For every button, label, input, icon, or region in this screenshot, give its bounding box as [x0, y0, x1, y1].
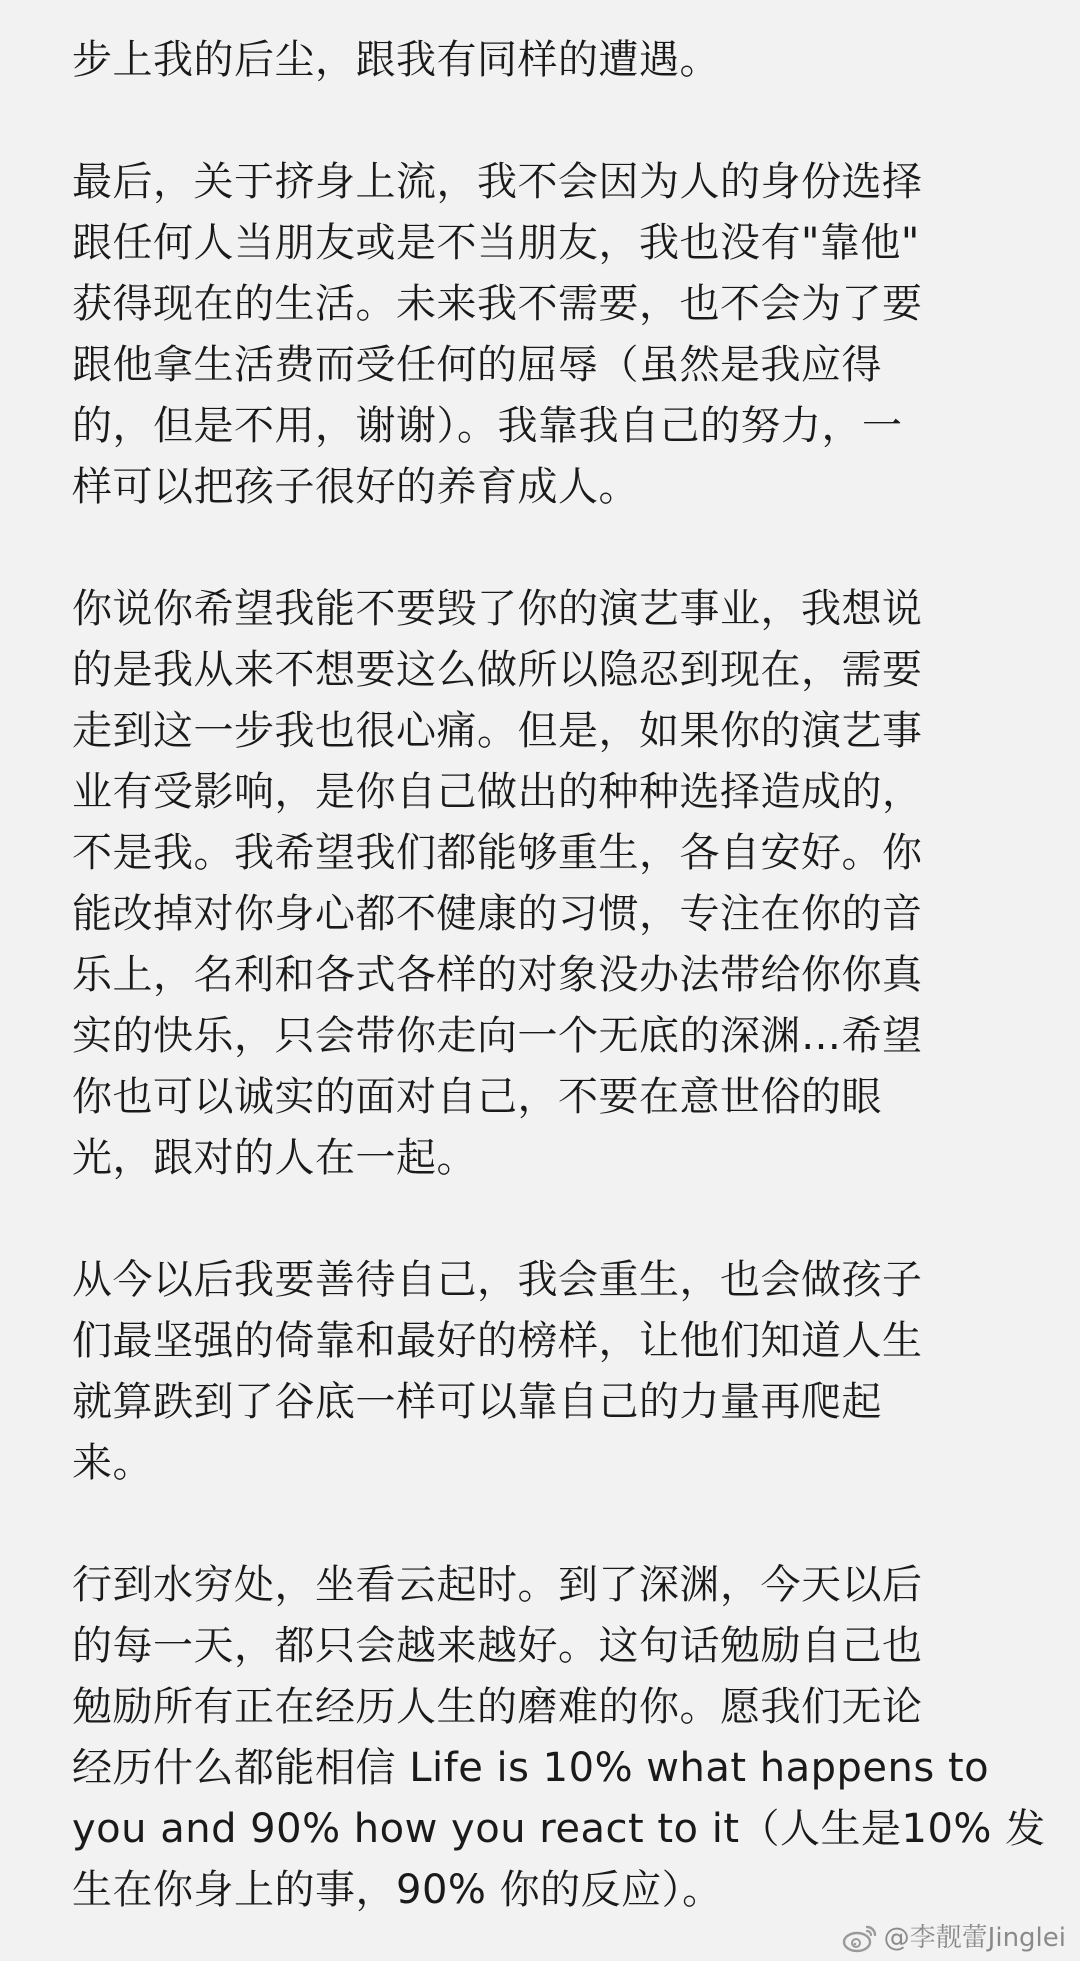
paragraph — [72, 1555, 1046, 1921]
paragraph — [72, 152, 1012, 518]
text-line: 乐上，名利和各式各样的对象没办法带给你你真 — [72, 952, 923, 998]
text-line: 你也可以诚实的面对自己，不要在意世俗的眼 — [72, 1074, 882, 1120]
text-line: 不是我。我希望我们都能够重生，各自安好。你 — [72, 830, 923, 876]
text-line: 样可以把孩子很好的养育成人。 — [72, 464, 639, 510]
text-line: 步上我的后尘，跟我有同样的遭遇。 — [72, 37, 720, 83]
paragraph — [72, 579, 1012, 1189]
text-line: 的每一天，都只会越来越好。这句话勉励自己也 — [72, 1623, 923, 1669]
watermark-text: @李靓蕾Jinglei — [883, 1923, 1066, 1953]
text-line: 的，但是不用，谢谢）。我靠我自己的努力，一 — [72, 403, 903, 449]
text-line: 获得现在的生活。未来我不需要，也不会为了要 — [72, 281, 923, 327]
text-line: 从今以后我要善待自己，我会重生，也会做孩子 — [72, 1257, 923, 1303]
text-line: 们最坚强的倚靠和最好的榜样，让他们知道人生 — [72, 1318, 923, 1364]
text-line: 光，跟对的人在一起。 — [72, 1135, 477, 1181]
text-line: 你说你希望我能不要毁了你的演艺事业，我想说 — [72, 586, 923, 632]
text-line: 生在你身上的事，90% 你的反应）。 — [72, 1867, 723, 1913]
weibo-watermark — [842, 1921, 1066, 1955]
paragraph-gap — [72, 518, 1012, 579]
text-line: 业有受影响，是你自己做出的种种选择造成的， — [72, 769, 923, 815]
paragraph — [72, 30, 1012, 91]
text-line: 能改掉对你身心都不健康的习惯，专注在你的音 — [72, 891, 923, 937]
paragraph-gap — [72, 1189, 1012, 1250]
text-line: 经历什么都能相信 Life is 10% what happens to — [72, 1745, 990, 1791]
paragraph-gap — [72, 91, 1012, 152]
paragraph — [72, 1250, 1012, 1494]
text-line: 实的快乐，只会带你走向一个无底的深渊…希望 — [72, 1013, 923, 1059]
text-line: 的是我从来不想要这么做所以隐忍到现在，需要 — [72, 647, 923, 693]
text-line: 走到这一步我也很心痛。但是，如果你的演艺事 — [72, 708, 923, 754]
text-line: 跟任何人当朋友或是不当朋友，我也没有"靠他" — [72, 220, 920, 266]
weibo-logo-icon — [842, 1923, 878, 1953]
paragraph-gap — [72, 1494, 1012, 1555]
text-line: you and 90% how you react to it（人生是10% 发 — [72, 1806, 1046, 1852]
text-line: 行到水穷处，坐看云起时。到了深渊，今天以后 — [72, 1562, 923, 1608]
text-line: 来。 — [72, 1440, 153, 1486]
text-line: 就算跌到了谷底一样可以靠自己的力量再爬起 — [72, 1379, 882, 1425]
text-line: 勉励所有正在经历人生的磨难的你。愿我们无论 — [72, 1684, 923, 1730]
text-line: 跟他拿生活费而受任何的屈辱（虽然是我应得 — [72, 342, 882, 388]
letter-body — [72, 30, 1046, 1921]
text-line: 最后，关于挤身上流，我不会因为人的身份选择 — [72, 159, 923, 205]
